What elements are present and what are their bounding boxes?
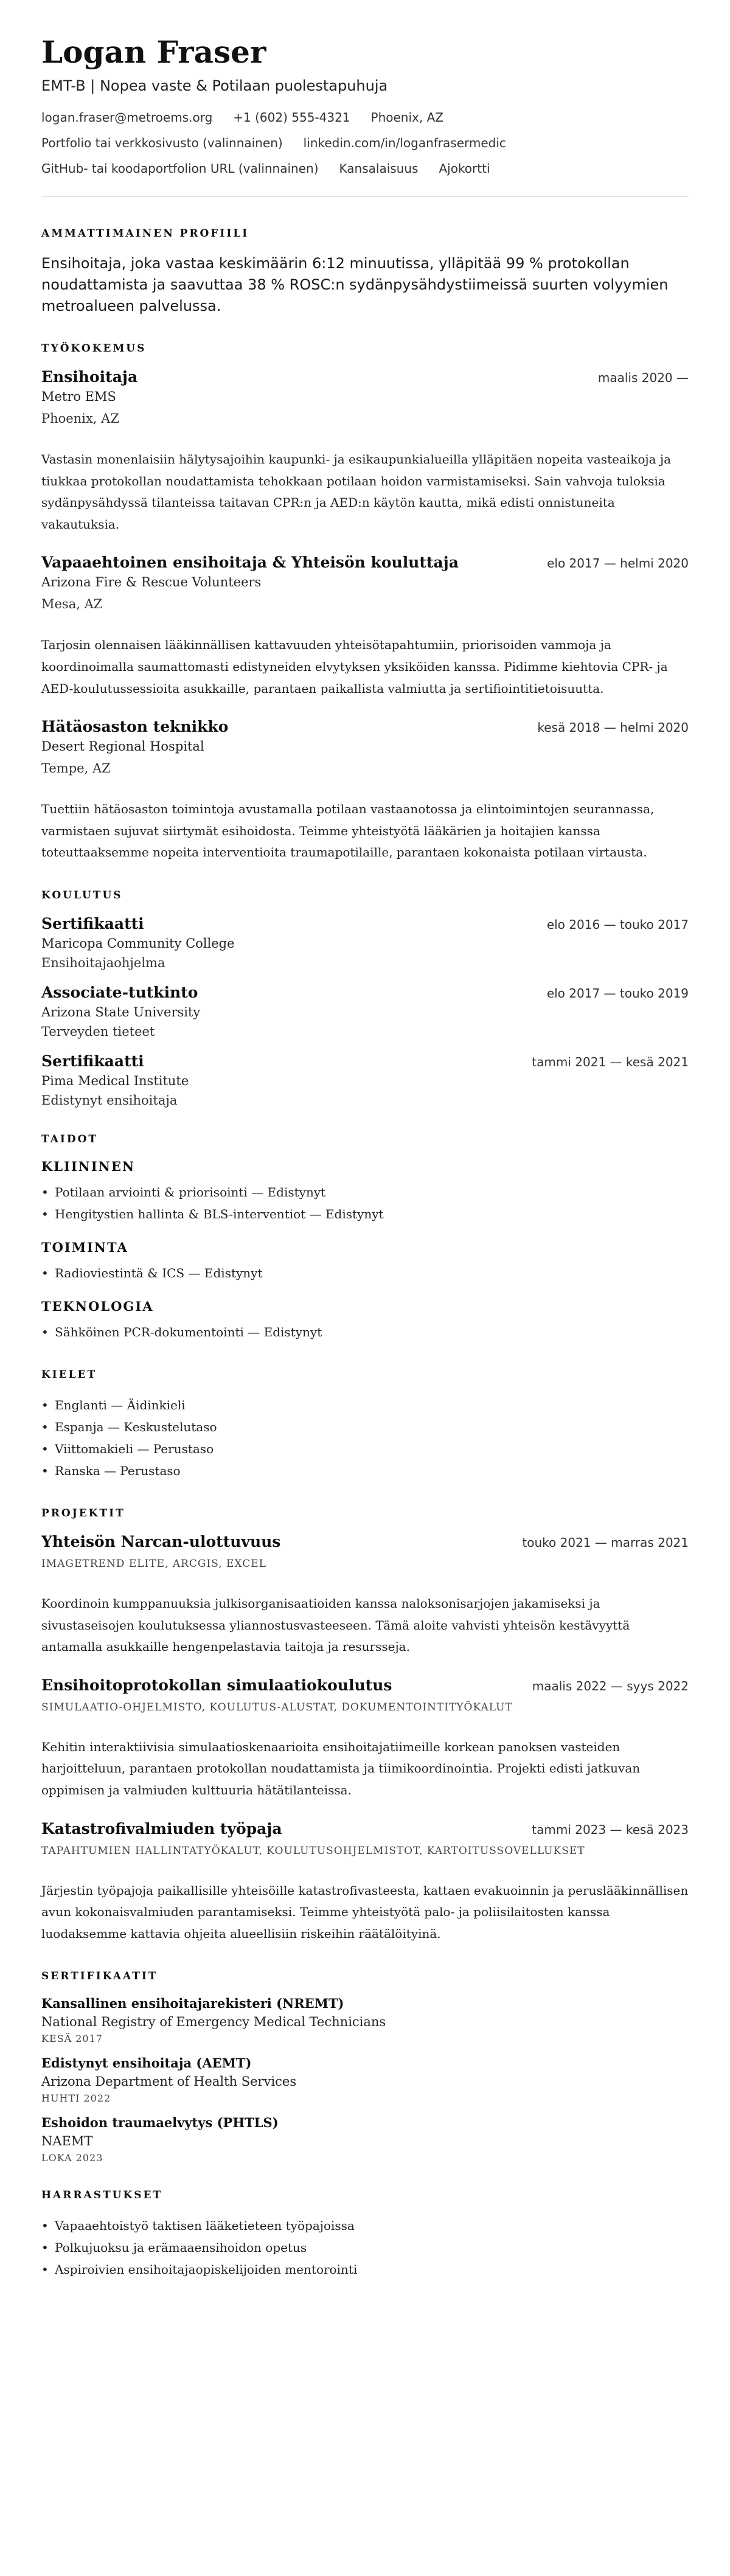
contact-phone[interactable]: +1 (602) 555-4321 (233, 110, 350, 125)
skill-list (41, 1262, 689, 1284)
section-title: PROJEKTIT (41, 1507, 125, 1520)
hobby-item: • Polkujuoksu ja erämaaensihoidon opetus (41, 2237, 689, 2258)
school-name: Arizona State University (41, 1005, 201, 1020)
experience-entry (41, 368, 689, 535)
skill-item: • Sähköinen PCR-dokumentointi — Edistynyt (41, 1321, 689, 1343)
section-title: KIELET (41, 1369, 97, 1381)
certifications-section (41, 1970, 689, 2164)
contact-drivers-license: Ajokortti (439, 161, 490, 176)
school-name: Maricopa Community College (41, 936, 235, 951)
project-description: Järjestin työpajoja paikallisille yhteisöille katastrofivasteesta, kattaen evakuoinnin ja peruslääkinnällisen avun kokonaisvalmiuden parantamiseksi. Teimme yhteistyötä palo- ja poliisilaitosten kanssa luodaksemme kattavia ohjeita alueellisiin riskeihin räätälöityinä. (41, 1883, 689, 1941)
section-title: TYÖKOKEMUS (41, 342, 147, 355)
skill-category-title: TEKNOLOGIA (41, 1299, 154, 1314)
language-item: • Viittomakieli — Perustaso (41, 1438, 689, 1460)
job-employer: Arizona Fire & Rescue Volunteers (41, 575, 262, 590)
contact-github[interactable]: GitHub- tai koodaportfolion URL (valinnainen) (41, 161, 319, 176)
skill-item: • Radioviestintä & ICS — Edistynyt (41, 1262, 689, 1284)
language-list (41, 1394, 689, 1482)
skill-category-title: TOIMINTA (41, 1240, 128, 1255)
education-entry (41, 915, 689, 970)
skill-list (41, 1321, 689, 1343)
certification-date: LOKA 2023 (41, 2152, 103, 2164)
job-dates: elo 2017 — helmi 2020 (547, 556, 689, 571)
resume-header (41, 35, 689, 176)
profile-summary: Ensihoitaja, joka vastaa keskimäärin 6:12 minuutissa, ylläpitää 99 % protokollan noudattamista ja saavuttaa 38 % ROSC:n sydänpysähdystiimeissä suurten volyymien metroalueen palvelussa. (41, 255, 669, 315)
candidate-name: Logan Fraser (41, 34, 266, 70)
experience-entry (41, 718, 689, 864)
hobby-list (41, 2215, 689, 2280)
contact-row (41, 136, 689, 150)
language-item: • Espanja — Keskustelutaso (41, 1416, 689, 1438)
study-field: Ensihoitajaohjelma (41, 956, 165, 971)
section-title: HARRASTUKSET (41, 2189, 163, 2202)
section-title: KOULUTUS (41, 889, 123, 902)
degree-title: Sertifikaatti (41, 1052, 144, 1071)
certification-entry (41, 1996, 689, 2044)
contact-linkedin[interactable]: linkedin.com/in/loganfrasermedic (303, 136, 506, 150)
project-dates: touko 2021 — marras 2021 (522, 1535, 689, 1550)
certification-entry (41, 2055, 689, 2104)
experience-entry (41, 554, 689, 700)
profile-section (41, 227, 689, 317)
education-dates: elo 2016 — touko 2017 (546, 917, 689, 932)
certification-name: Kansallinen ensihoitajarekisteri (NREMT) (41, 1996, 344, 2012)
job-title: Vapaaehtoinen ensihoitaja & Yhteisön kouluttaja (41, 554, 459, 572)
contact-email[interactable]: logan.fraser@metroems.org (41, 110, 213, 125)
job-dates: kesä 2018 — helmi 2020 (537, 720, 689, 735)
section-title: SERTIFIKAATIT (41, 1970, 158, 1983)
section-title: AMMATTIMAINEN PROFIILI (41, 227, 249, 240)
education-dates: elo 2017 — touko 2019 (546, 986, 689, 1001)
certification-issuer: NAEMT (41, 2134, 93, 2149)
skill-category-title: KLIININEN (41, 1159, 136, 1175)
certification-name: Eshoidon traumaelvytys (PHTLS) (41, 2115, 279, 2131)
project-name: Ensihoitoprotokollan simulaatiokoulutus (41, 1676, 392, 1694)
project-technologies: TAPAHTUMIEN HALLINTATYÖKALUT, KOULUTUSOHJELMISTOT, KARTOITUSSOVELLUKSET (41, 1844, 585, 1857)
projects-section (41, 1507, 689, 1945)
language-item: • Englanti — Äidinkieli (41, 1394, 689, 1416)
project-name: Katastrofivalmiuden työpaja (41, 1819, 282, 1838)
contact-row (41, 110, 689, 125)
certification-issuer: National Registry of Emergency Medical Technicians (41, 2015, 386, 2030)
job-location: Tempe, AZ (41, 761, 111, 776)
project-technologies: IMAGETREND ELITE, ARCGIS, EXCEL (41, 1558, 266, 1571)
job-dates: maalis 2020 — (597, 370, 689, 386)
certification-date: KESÄ 2017 (41, 2033, 103, 2045)
skill-list (41, 1181, 689, 1225)
project-entry (41, 1820, 689, 1945)
project-description: Kehitin interaktiivisia simulaatioskenaarioita ensihoitajatiimeille korkean panoksen vasteiden harjoitteluun, parantaen protokollan noudattamista ja tiimikoordinointia. Projekti edisti jatkuvan oppimisen ja valmiuden kulttuuria hätätilanteissa. (41, 1739, 641, 1797)
hobbies-section (41, 2189, 689, 2280)
job-title: Hätäosaston teknikko (41, 718, 229, 736)
contact-portfolio[interactable]: Portfolio tai verkkosivusto (valinnainen) (41, 136, 283, 150)
hobby-item: • Vapaaehtoistyö taktisen lääketieteen työpajoissa (41, 2215, 689, 2237)
degree-title: Sertifikaatti (41, 915, 144, 933)
project-dates: maalis 2022 — syys 2022 (532, 1678, 689, 1693)
degree-title: Associate-tutkinto (41, 984, 198, 1002)
hobby-item: • Aspiroivien ensihoitajaopiskelijoiden mentorointi (41, 2258, 689, 2280)
job-description: Vastasin monenlaisiin hälytysajoihin kaupunki- ja esikaupunkialueilla ylläpitäen nopeita vasteaikoja ja tiukkaa protokollan noudattamista tehokkaan potilaan hoidon varmistamiseksi. Sain vahvoja tuloksia sydänpysähdyssä tilanteissa taitavan CPR:n ja AED:n käytön kautta, mikä edisti onnistuneita vakautuksia. (41, 452, 672, 532)
contact-location: Phoenix, AZ (370, 110, 443, 125)
education-dates: tammi 2021 — kesä 2021 (532, 1055, 689, 1070)
certification-entry (41, 2115, 689, 2164)
certification-issuer: Arizona Department of Health Services (41, 2074, 297, 2089)
contact-row (41, 161, 689, 176)
certification-date: HUHTI 2022 (41, 2092, 111, 2105)
job-employer: Metro EMS (41, 389, 116, 404)
job-description: Tarjosin olennaisen lääkinnällisen kattavuuden yhteisötapahtumiin, priorisoiden vammoja ja koordinoimalla saumattomasti edistyneiden elvytyksen yksiköiden kanssa. Pidimme kiehtovia CPR- ja AED-koulutussessioita asukkaille, parantaen paikallista valmiutta ja sertifiointitietoisuutta. (41, 637, 668, 696)
contact-citizenship: Kansalaisuus (339, 161, 419, 176)
job-title: Ensihoitaja (41, 368, 138, 386)
job-employer: Desert Regional Hospital (41, 739, 204, 754)
project-entry (41, 1533, 689, 1658)
study-field: Edistynyt ensihoitaja (41, 1093, 178, 1108)
skills-section (41, 1133, 689, 1343)
education-entry (41, 1052, 689, 1108)
job-location: Mesa, AZ (41, 597, 103, 612)
project-entry (41, 1676, 689, 1802)
job-location: Phoenix, AZ (41, 411, 119, 426)
skill-item: • Potilaan arviointi & priorisointi — Edistynyt (41, 1181, 689, 1203)
school-name: Pima Medical Institute (41, 1074, 189, 1089)
certification-name: Edistynyt ensihoitaja (AEMT) (41, 2055, 252, 2071)
candidate-tagline: EMT-B | Nopea vaste & Potilaan puolestapuhuja (41, 77, 388, 94)
languages-section (41, 1369, 689, 1482)
project-name: Yhteisön Narcan-ulottuvuus (41, 1533, 281, 1551)
header-divider (41, 196, 689, 197)
education-entry (41, 984, 689, 1039)
experience-section (41, 342, 689, 864)
language-item: • Ranska — Perustaso (41, 1460, 689, 1482)
education-section (41, 889, 689, 1108)
job-description: Tuettiin hätäosaston toimintoja avustamalla potilaan vastaanotossa ja elintoimintojen seurannassa, varmistaen sujuvat siirtymät esihoidosta. Teimme yhteistyötä lääkärien ja hoitajien kanssa toteuttaaksemme nopeita interventioita traumapotilaille, parantaen kokonaista potilaan virtausta. (41, 802, 655, 860)
project-description: Koordinoin kumppanuuksia julkisorganisaatioiden kanssa naloksonisarjojen jakamiseksi ja sivustaseisojen koulutuksessa yliannostusvasteeseen. Tämä aloite vahvisti yhteisön kestävyyttä antamalla asukkaille hengenpelastavia taitoja ja resursseja. (41, 1596, 630, 1654)
section-title: TAIDOT (41, 1133, 99, 1146)
project-technologies: SIMULAATIO-OHJELMISTO, KOULUTUS-ALUSTAT, DOKUMENTOINTITYÖKALUT (41, 1701, 513, 1713)
skill-item: • Hengitystien hallinta & BLS-interventiot — Edistynyt (41, 1203, 689, 1225)
project-dates: tammi 2023 — kesä 2023 (532, 1822, 689, 1837)
study-field: Terveyden tieteet (41, 1024, 155, 1040)
